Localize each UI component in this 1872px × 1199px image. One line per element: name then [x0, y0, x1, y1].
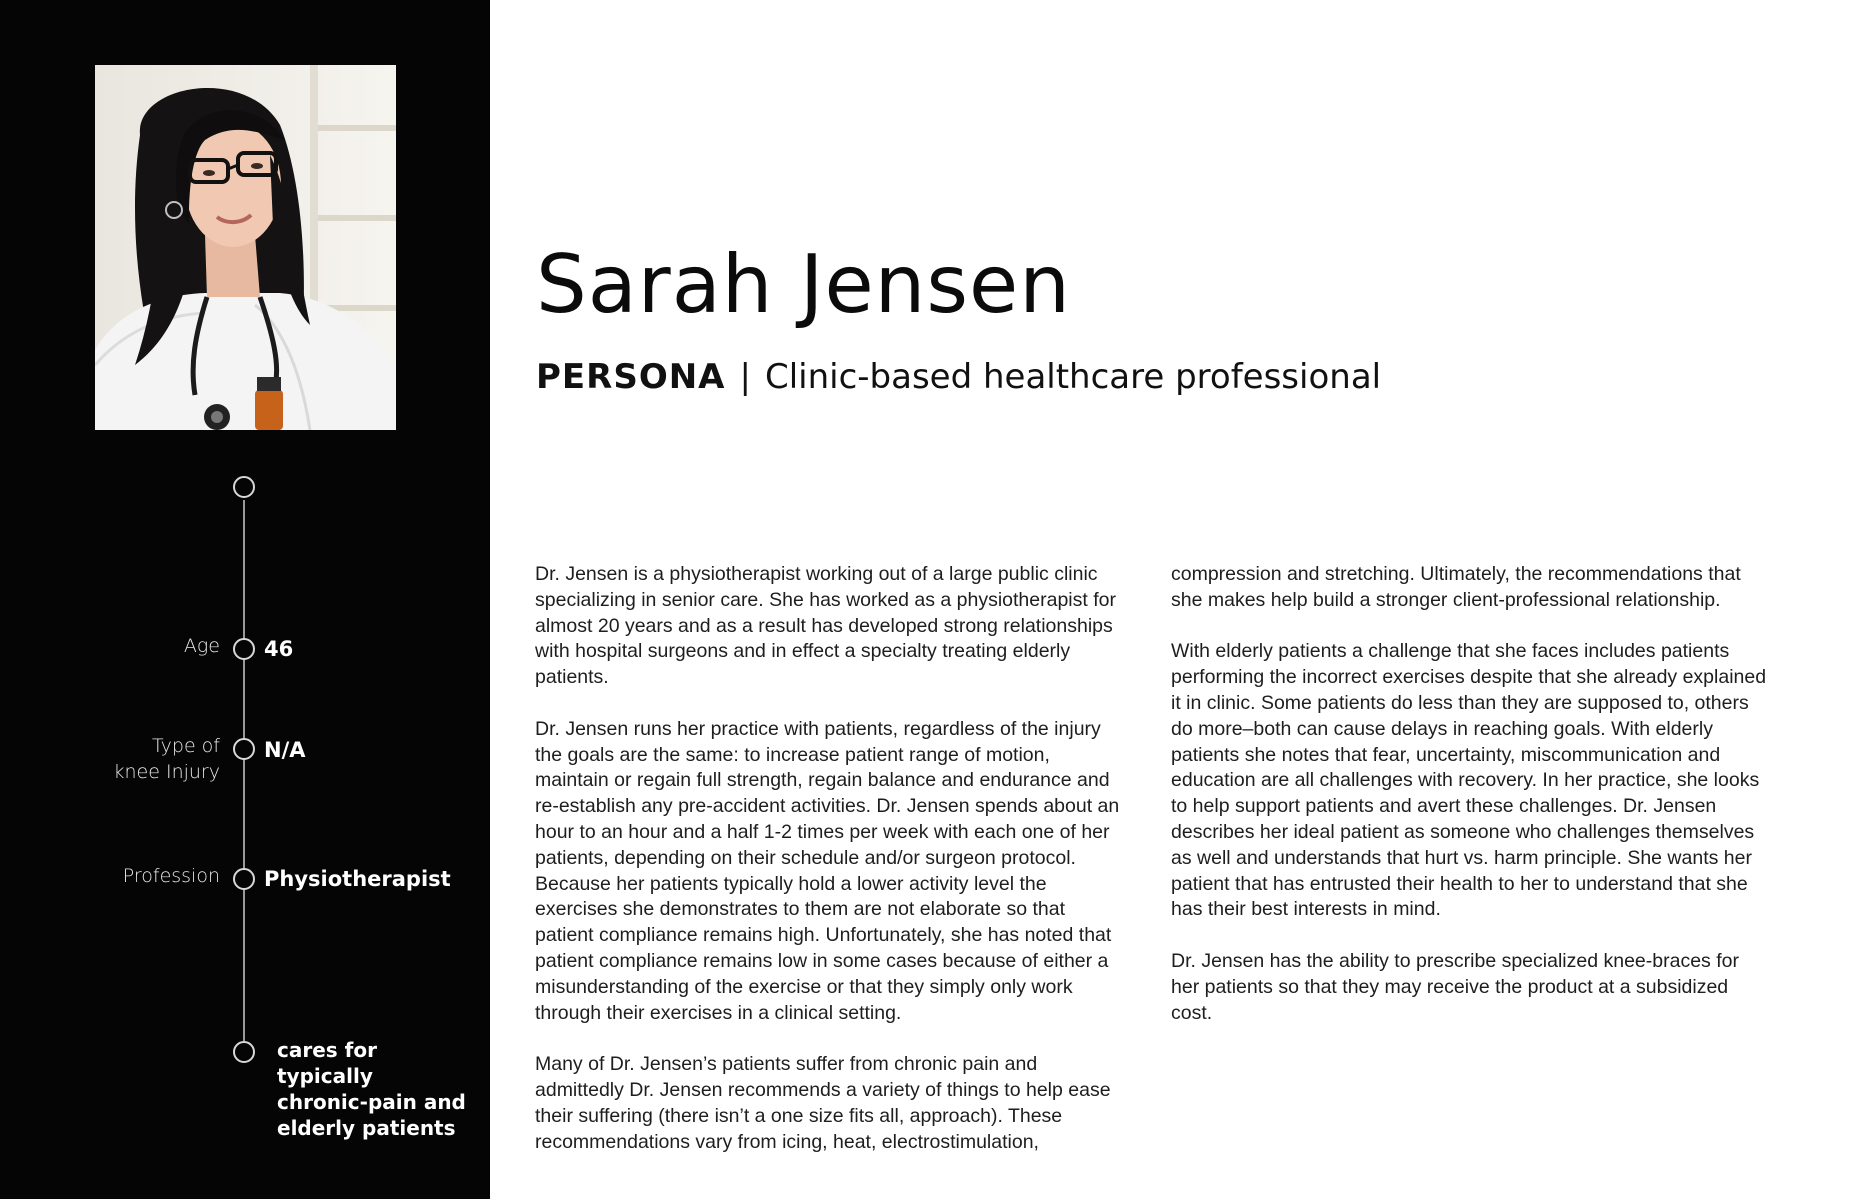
timeline-line — [243, 500, 245, 1041]
bio-paragraph: Dr. Jensen has the ability to prescribe specialized knee-braces for her patients so that they may receive the product at a subsidized cost. — [1171, 949, 1739, 1024]
injury-value: N/A — [264, 738, 306, 762]
bio-column-right — [1171, 562, 1771, 1052]
bio-paragraph: Dr. Jensen is a physiotherapist working out of a large public clinic specializing in senior care. She has worked as a physiotherapist for almost 20 years and as a result has developed strong relationships with hospital surgeons and in effect a specialty treating elderly patients. — [535, 563, 1116, 689]
persona-subtitle — [536, 355, 1381, 399]
age-label: Age — [183, 635, 220, 657]
bio-paragraph: Dr. Jensen runs her practice with patients, regardless of the injury the goals are the same: to increase patient range of motion, maintain or regain full strength, regain balance and endurance and re-establish any pre-accident activities. Dr. Jensen spends about an hour to an hour and a half 1-2 times per week with each one of her patients, depending on their schedule and/or surgeon protocol. Because her patients typically hold a lower activity level the exercises she demonstrates to them are not elaborate so that patient compliance remains high. Unfortunately, she has noted that patient compliance remains low in some cases because of either a misunderstanding of the exercise or that they simply only work through their exercises in a clinical setting. — [535, 717, 1120, 1024]
injury-label: Type of knee Injury — [113, 735, 220, 783]
timeline-node-age — [233, 638, 255, 660]
bio-column-left — [535, 562, 1120, 1181]
persona-role: Clinic-based healthcare professional — [764, 357, 1382, 397]
subtitle-separator: | — [739, 357, 751, 397]
age-value: 46 — [264, 637, 294, 661]
persona-photo-illustration — [95, 65, 396, 430]
timeline-node-injury — [233, 738, 255, 760]
bio-paragraph: compression and stretching. Ultimately, the recommendations that she makes help build a stronger client-professional relationship. — [1171, 563, 1741, 611]
persona-photo — [95, 65, 396, 430]
timeline-node-top — [233, 476, 255, 498]
sidebar-panel — [0, 0, 490, 1199]
bio-paragraph: With elderly patients a challenge that she faces includes patients performing the incorrect exercises despite that she already explained it in clinic. Some patients do less than they are supposed to, others do more–both can cause delays in reaching goals. With elderly patients she notes that fear, uncertainty, miscommunication and education are all challenges with recovery. In her practice, she looks to help support patients and avert these challenges. Dr. Jensen describes her ideal patient as someone who challenges themselves as well and understands that hurt vs. harm principle. She wants her patient that has entrusted their health to her to understand that she has their best interests in mind. — [1171, 640, 1767, 921]
persona-name: Sarah Jensen — [536, 238, 1071, 331]
profession-label: Profession — [122, 865, 220, 887]
patient-focus-note: cares for typically chronic-pain and elderly patients — [277, 1038, 466, 1140]
timeline-node-profession — [233, 868, 255, 890]
persona-label: PERSONA — [536, 357, 726, 397]
bio-paragraph: Many of Dr. Jensen’s patients suffer from chronic pain and admittedly Dr. Jensen recommends a variety of things to help ease their suffering (there isn’t a one size fits all, approach). These recommendations vary from icing, heat, electrostimulation, — [535, 1053, 1111, 1153]
profession-value: Physiotherapist — [264, 867, 451, 891]
timeline-node-bottom — [233, 1041, 255, 1063]
